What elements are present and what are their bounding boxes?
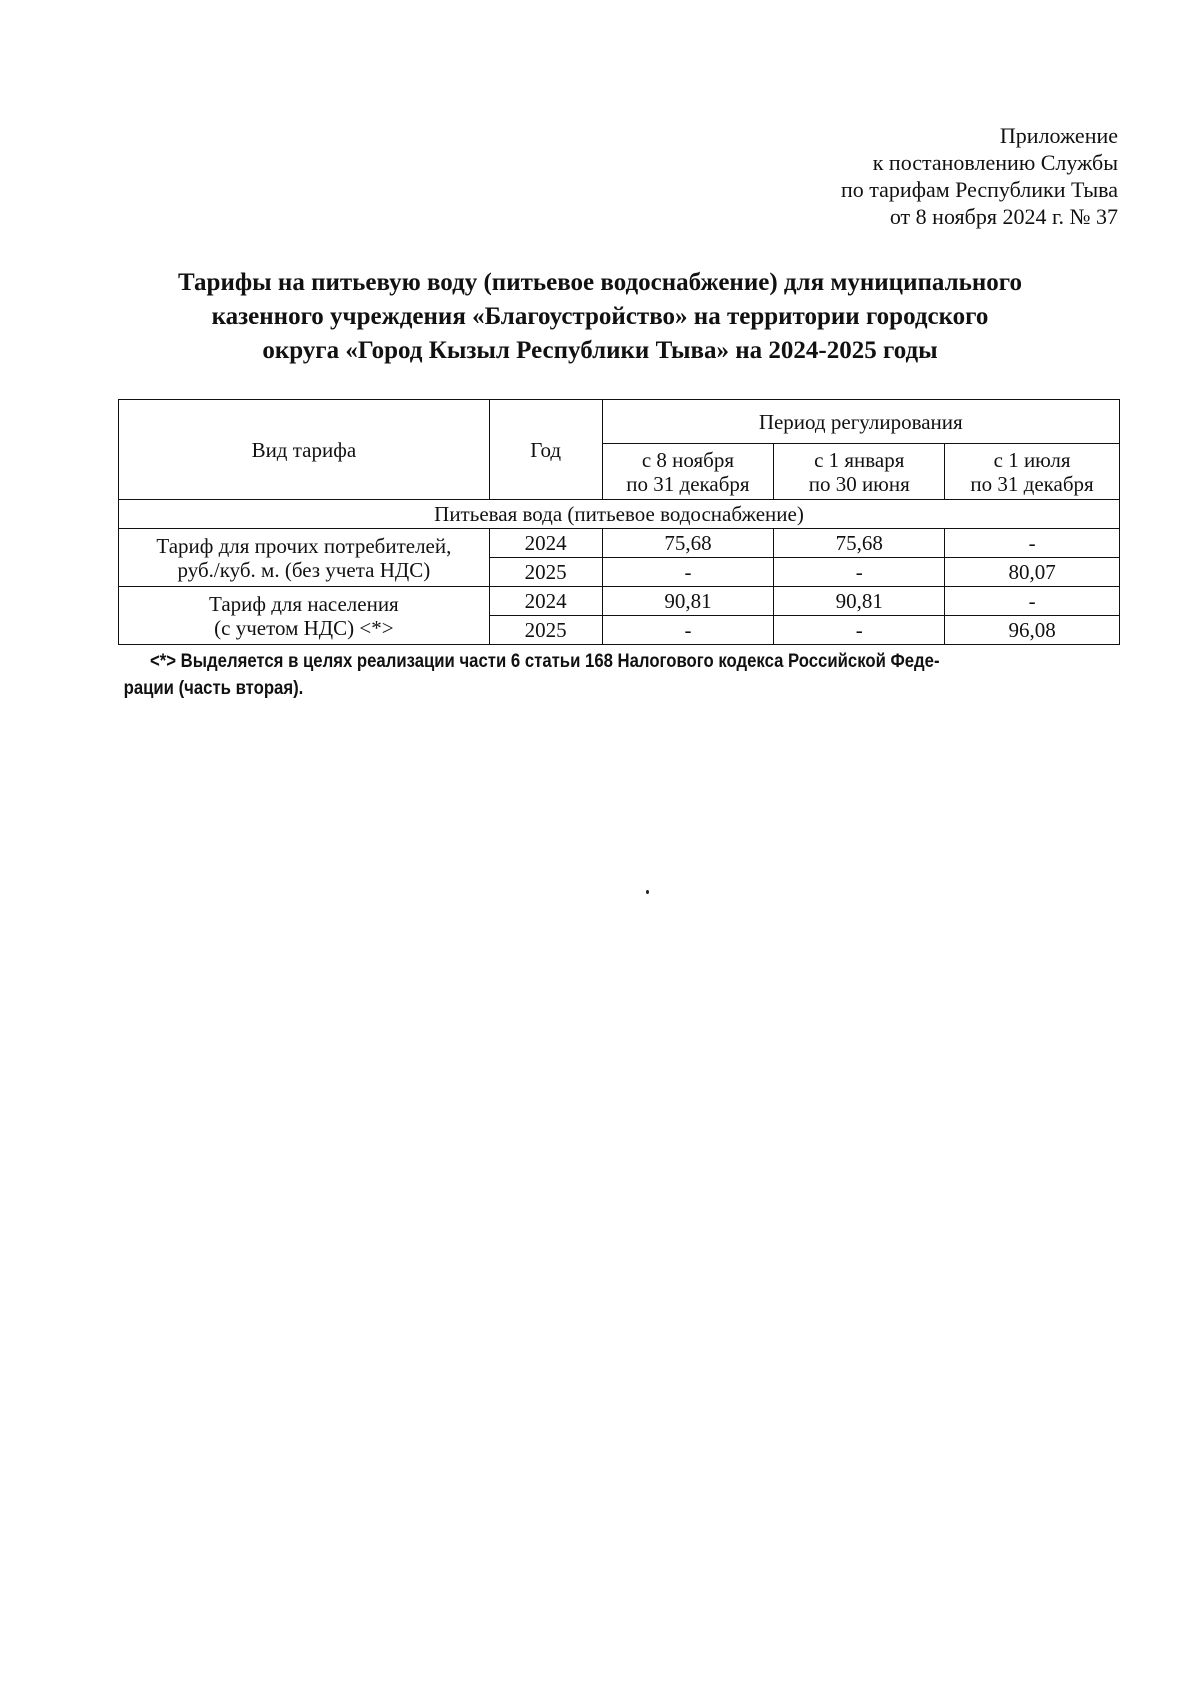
table-row bbox=[119, 529, 1120, 558]
header-period: Период регулирования bbox=[602, 400, 1119, 444]
period-2-to: по 30 июня bbox=[808, 471, 910, 496]
annex-line-4: от 8 ноября 2024 г. № 37 bbox=[889, 204, 1118, 229]
header-period-3 bbox=[945, 444, 1120, 500]
title-line-2: казенного учреждения «Благоустройство» на территории городского bbox=[211, 303, 989, 330]
period-3-to: по 31 декабря bbox=[970, 471, 1094, 496]
value-cell: - bbox=[945, 587, 1120, 616]
document-title bbox=[100, 266, 1100, 368]
value-cell: - bbox=[774, 616, 945, 645]
annex-header bbox=[518, 122, 1118, 230]
annex-line-3: по тарифам Республики Тыва bbox=[841, 177, 1118, 202]
annex-line-1: Приложение bbox=[999, 123, 1118, 148]
table-header-row bbox=[119, 400, 1120, 444]
tariff-table bbox=[118, 399, 1120, 645]
header-period-2 bbox=[774, 444, 945, 500]
header-tariff-type: Вид тарифа bbox=[119, 400, 490, 500]
header-year: Год bbox=[489, 400, 602, 500]
year-cell: 2024 bbox=[489, 529, 602, 558]
value-cell: 90,81 bbox=[774, 587, 945, 616]
year-cell: 2025 bbox=[489, 616, 602, 645]
value-cell: 90,81 bbox=[602, 587, 774, 616]
value-cell: 80,07 bbox=[945, 558, 1120, 587]
scan-speck bbox=[646, 890, 649, 894]
value-cell: 96,08 bbox=[945, 616, 1120, 645]
tariff-label-population bbox=[119, 587, 490, 645]
year-cell: 2024 bbox=[489, 587, 602, 616]
value-cell: - bbox=[602, 558, 774, 587]
tariff-label-line-2: (с учетом НДС) <*> bbox=[214, 615, 394, 640]
value-cell: - bbox=[602, 616, 774, 645]
tariff-label-line-2: руб./куб. м. (без учета НДС) bbox=[177, 557, 431, 582]
value-cell: - bbox=[945, 529, 1120, 558]
period-2-from: с 1 января bbox=[814, 447, 905, 472]
period-1-to: по 31 декабря bbox=[626, 471, 750, 496]
section-row bbox=[119, 500, 1120, 529]
annex-line-2: к постановлению Службы bbox=[872, 150, 1118, 175]
value-cell: - bbox=[774, 558, 945, 587]
value-cell: 75,68 bbox=[602, 529, 774, 558]
header-period-1 bbox=[602, 444, 774, 500]
year-cell: 2025 bbox=[489, 558, 602, 587]
title-line-1: Тарифы на питьевую воду (питьевое водоснабжение) для муниципального bbox=[177, 269, 1022, 296]
title-line-3: округа «Город Кызыл Республики Тыва» на 2024-2025 годы bbox=[262, 337, 938, 364]
footnote-line-2: рации (часть вторая). bbox=[123, 678, 304, 699]
period-1-from: с 8 ноября bbox=[641, 447, 735, 472]
tariff-label-line-1: Тариф для населения bbox=[209, 591, 399, 616]
value-cell: 75,68 bbox=[774, 529, 945, 558]
tariff-label-other-consumers bbox=[119, 529, 490, 587]
footnote-line-1: <*> Выделяется в целях реализации части 6 статьи 168 Налогового кодекса Российской Феде- bbox=[150, 651, 940, 672]
footnote bbox=[123, 648, 1004, 702]
table-row bbox=[119, 587, 1120, 616]
section-title: Питьевая вода (питьевое водоснабжение) bbox=[119, 500, 1120, 529]
period-3-from: с 1 июля bbox=[993, 447, 1071, 472]
tariff-label-line-1: Тариф для прочих потребителей, bbox=[156, 533, 452, 558]
